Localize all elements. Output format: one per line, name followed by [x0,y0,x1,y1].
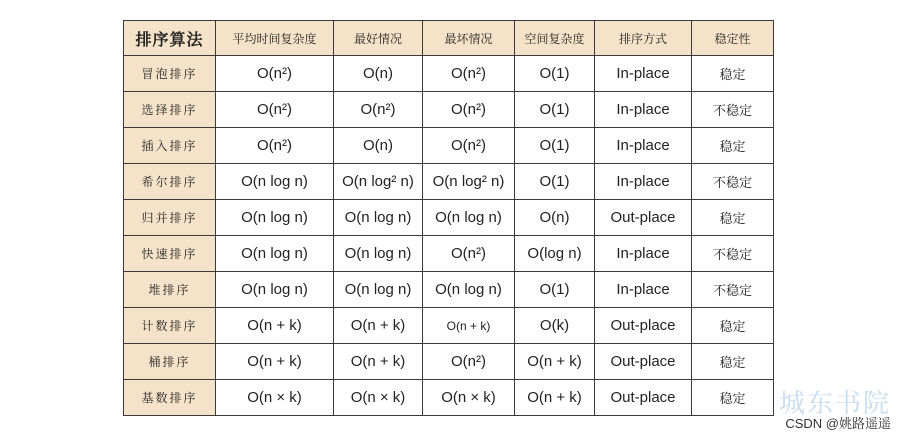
worst-case-cell: O(n²) [423,236,515,272]
sort-mode-cell: Out-place [595,344,692,380]
sort-mode-cell: In-place [595,128,692,164]
table-row [124,128,774,164]
sort-mode-cell: In-place [595,164,692,200]
average-time-cell: O(n²) [216,92,334,128]
algorithm-name: 归并排序 [124,200,216,236]
algorithm-name: 堆排序 [124,272,216,308]
average-time-cell: O(n log n) [216,272,334,308]
header-row [124,21,774,56]
watermark [778,389,891,432]
algorithm-name: 插入排序 [124,128,216,164]
stability-cell: 不稳定 [692,272,774,308]
sort-mode-cell: In-place [595,56,692,92]
best-case-cell: O(n) [334,128,423,164]
best-case-cell: O(n + k) [334,308,423,344]
header-sort-mode: 排序方式 [595,21,692,56]
table-row [124,236,774,272]
sorting-complexity-table-wrapper [123,20,773,412]
average-time-cell: O(n + k) [216,344,334,380]
header-best-case: 最好情况 [334,21,423,56]
space-cell: O(1) [515,128,595,164]
average-time-cell: O(n²) [216,56,334,92]
sort-mode-cell: Out-place [595,380,692,416]
worst-case-cell: O(n log n) [423,272,515,308]
best-case-cell: O(n log² n) [334,164,423,200]
stability-cell: 不稳定 [692,164,774,200]
space-cell: O(1) [515,272,595,308]
watermark-credit: CSDN @姚路遥遥 [785,416,891,431]
sorting-complexity-table [123,20,774,416]
sort-mode-cell: In-place [595,272,692,308]
average-time-cell: O(n log n) [216,200,334,236]
table-row [124,308,774,344]
best-case-cell: O(n + k) [334,344,423,380]
space-cell: O(1) [515,164,595,200]
header-average-time: 平均时间复杂度 [216,21,334,56]
space-cell: O(n + k) [515,380,595,416]
table-row [124,92,774,128]
worst-case-cell: O(n log n) [423,200,515,236]
stability-cell: 稳定 [692,344,774,380]
sort-mode-cell: Out-place [595,200,692,236]
sort-mode-cell: In-place [595,92,692,128]
table-row [124,380,774,416]
stability-cell: 不稳定 [692,236,774,272]
table-row [124,272,774,308]
space-cell: O(1) [515,92,595,128]
space-cell: O(n + k) [515,344,595,380]
algorithm-name: 冒泡排序 [124,56,216,92]
sort-mode-cell: In-place [595,236,692,272]
stability-cell: 稳定 [692,56,774,92]
header-stability: 稳定性 [692,21,774,56]
best-case-cell: O(n²) [334,92,423,128]
header-space: 空间复杂度 [515,21,595,56]
header-algorithm: 排序算法 [124,21,216,56]
average-time-cell: O(n log n) [216,236,334,272]
table-row [124,200,774,236]
worst-case-cell: O(n log² n) [423,164,515,200]
best-case-cell: O(n log n) [334,200,423,236]
best-case-cell: O(n log n) [334,236,423,272]
worst-case-cell: O(n²) [423,56,515,92]
space-cell: O(n) [515,200,595,236]
worst-case-cell: O(n²) [423,344,515,380]
best-case-cell: O(n log n) [334,272,423,308]
sort-mode-cell: Out-place [595,308,692,344]
best-case-cell: O(n) [334,56,423,92]
stability-cell: 稳定 [692,128,774,164]
table-row [124,56,774,92]
space-cell: O(log n) [515,236,595,272]
worst-case-cell: O(n²) [423,128,515,164]
algorithm-name: 希尔排序 [124,164,216,200]
table-row [124,164,774,200]
header-worst-case: 最坏情况 [423,21,515,56]
worst-case-cell: O(n + k) [423,308,515,344]
average-time-cell: O(n²) [216,128,334,164]
algorithm-name: 选择排序 [124,92,216,128]
space-cell: O(1) [515,56,595,92]
stability-cell: 不稳定 [692,92,774,128]
algorithm-name: 快速排序 [124,236,216,272]
space-cell: O(k) [515,308,595,344]
stability-cell: 稳定 [692,308,774,344]
worst-case-cell: O(n × k) [423,380,515,416]
algorithm-name: 计数排序 [124,308,216,344]
average-time-cell: O(n × k) [216,380,334,416]
worst-case-cell: O(n²) [423,92,515,128]
algorithm-name: 桶排序 [124,344,216,380]
best-case-cell: O(n × k) [334,380,423,416]
average-time-cell: O(n + k) [216,308,334,344]
average-time-cell: O(n log n) [216,164,334,200]
table-row [124,344,774,380]
algorithm-name: 基数排序 [124,380,216,416]
stability-cell: 稳定 [692,380,774,416]
watermark-site: 城东书院 [778,389,891,419]
stability-cell: 稳定 [692,200,774,236]
